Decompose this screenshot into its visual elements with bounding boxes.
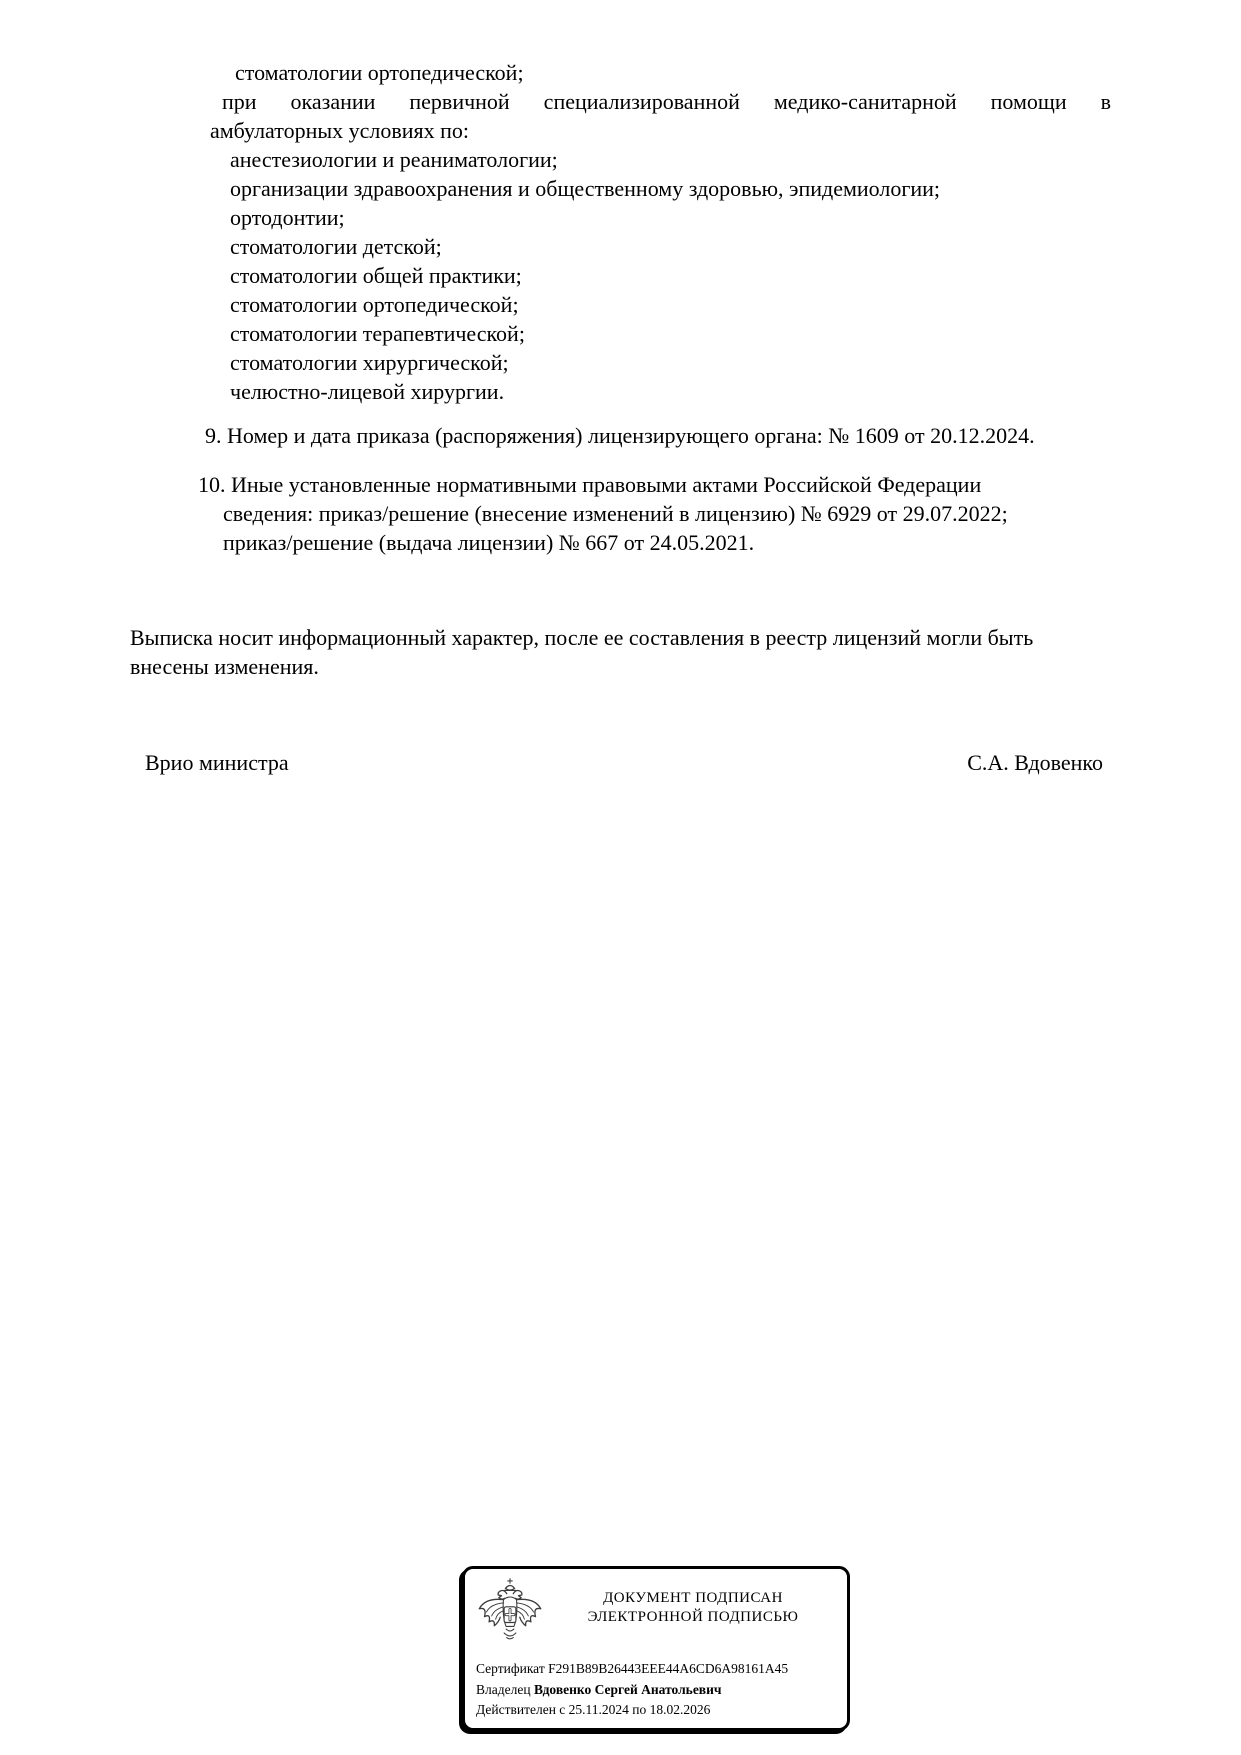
stamp-title bbox=[547, 1589, 839, 1627]
signer-name: С.А. Вдовенко bbox=[967, 750, 1103, 775]
specialty-item: стоматологии детской; bbox=[230, 234, 442, 259]
stamp-title-line2: ЭЛЕКТРОННОЙ ПОДПИСЬЮ bbox=[587, 1609, 799, 1625]
informational-note-line1: Выписка носит информационный характер, после ее составления в реестр лицензий могли быть bbox=[130, 625, 1034, 650]
clause-10-other-info bbox=[130, 470, 1111, 557]
specialty-item: стоматологии терапевтической; bbox=[230, 321, 525, 346]
certificate-value: F291B89B26443EEE44A6CD6A98161A45 bbox=[548, 1661, 789, 1676]
specialty-item: стоматологии общей практики; bbox=[230, 263, 522, 288]
roszdravnadzor-eagle-icon bbox=[477, 1578, 543, 1650]
specialty-item: ортодонтии; bbox=[230, 205, 345, 230]
clause-10-line3: приказ/решение (выдача лицензии) № 667 от 24.05.2021. bbox=[223, 530, 755, 555]
ambulatory-paragraph-line1: при оказании первичной специализированной медико-санитарной помощи в bbox=[222, 89, 1111, 114]
ambulatory-paragraph-line2: амбулаторных условиях по: bbox=[210, 118, 470, 143]
electronic-signature-stamp bbox=[462, 1566, 850, 1731]
specialty-item: организации здравоохранения и общественному здоровью, эпидемиологии; bbox=[230, 176, 941, 201]
owner-name: Вдовенко Сергей Анатольевич bbox=[533, 1681, 722, 1697]
informational-note-line2: внесены изменения. bbox=[130, 654, 319, 679]
informational-note bbox=[130, 623, 1111, 681]
owner-line: Владелец Вдовенко Сергей Анатольевич bbox=[476, 1681, 722, 1697]
stamp-details bbox=[476, 1659, 839, 1721]
signer-title: Врио министра bbox=[145, 750, 289, 775]
certificate-line: Сертификат F291B89B26443EEE44A6CD6A98161A45 bbox=[476, 1661, 789, 1676]
specialty-item: челюстно-лицевой хирургии. bbox=[230, 379, 505, 404]
specialty-item: стоматологии хирургической; bbox=[230, 350, 509, 375]
signature-row bbox=[130, 748, 1111, 777]
specialty-lead-line: стоматологии ортопедической; bbox=[235, 60, 524, 85]
clause-10-line1: 10. Иные установленные нормативными правовыми актами Российской Федерации bbox=[198, 472, 982, 497]
specialty-item: анестезиологии и реаниматологии; bbox=[230, 147, 558, 172]
stamp-title-line1: ДОКУМЕНТ ПОДПИСАН bbox=[603, 1590, 783, 1606]
specialty-item: стоматологии ортопедической; bbox=[230, 292, 519, 317]
validity-line: Действителен с 25.11.2024 по 18.02.2026 bbox=[476, 1702, 711, 1717]
clause-9-order-number: 9. Номер и дата приказа (распоряжения) лицензирующего органа: № 1609 от 20.12.2024. bbox=[205, 423, 1035, 448]
clause-10-line2: сведения: приказ/решение (внесение изменений в лицензию) № 6929 от 29.07.2022; bbox=[223, 501, 1008, 526]
